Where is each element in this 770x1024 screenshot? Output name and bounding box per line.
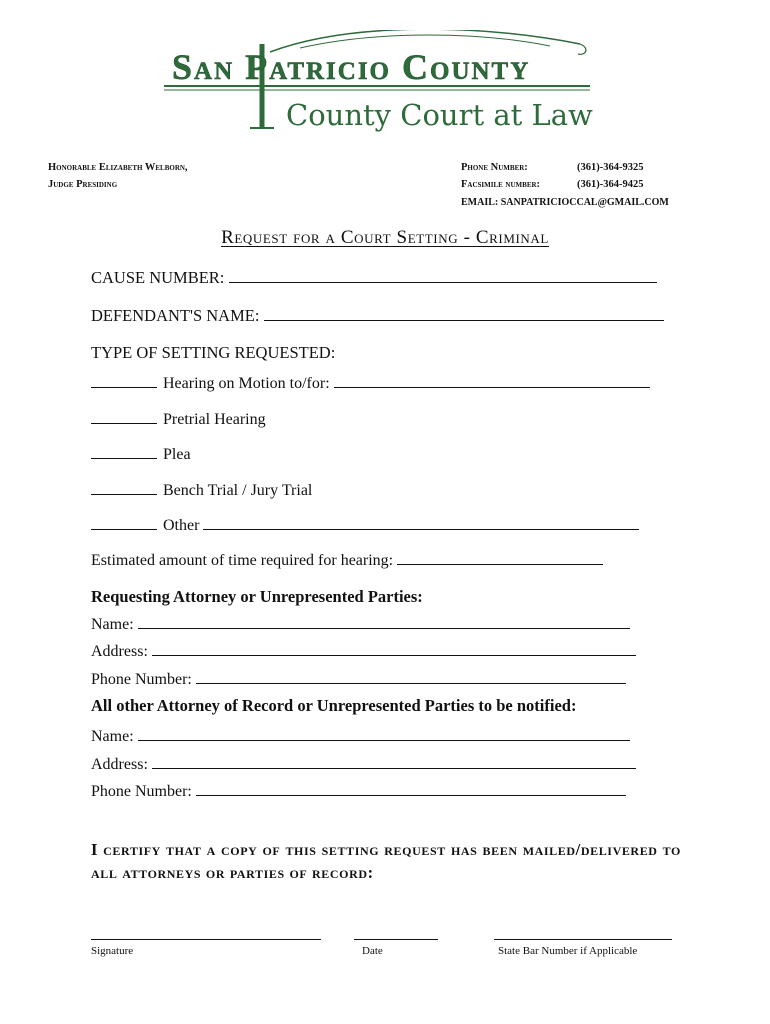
others-heading: All other Attorney of Record or Unrepresented Parties to be notified: (91, 696, 577, 715)
option-plea (91, 444, 191, 464)
estimated-time-label: Estimated amount of time required for hearing: (91, 552, 394, 569)
option-bench-jury (91, 480, 312, 500)
fax-row (461, 176, 669, 193)
plea-check-blank[interactable] (91, 444, 157, 459)
cause-number-label: CAUSE NUMBER: (91, 268, 225, 287)
signature-label: Signature (91, 945, 134, 957)
phone-value: (361)-364-9325 (577, 162, 644, 173)
requesting-phone-field[interactable] (196, 669, 626, 684)
pretrial-label: Pretrial Hearing (163, 411, 266, 428)
logo-title: San Patricio County (172, 47, 531, 87)
phone-row (461, 159, 669, 176)
other-label: Other (163, 517, 200, 534)
option-hearing-on-motion (91, 373, 650, 393)
hearing-check-blank[interactable] (91, 373, 157, 388)
plea-label: Plea (163, 446, 191, 463)
bench-jury-check-blank[interactable] (91, 480, 157, 495)
option-other (91, 515, 639, 535)
fax-label: Facsimile number: (461, 179, 541, 190)
phone-label: Phone Number: (461, 162, 528, 173)
hearing-on-motion-label: Hearing on Motion to/for: (163, 375, 330, 392)
other-field[interactable] (203, 515, 639, 530)
contact-info (461, 159, 669, 211)
certify-statement: I certify that a copy of this setting request has been mailed/delivered to all attorneys or parties of record: (91, 840, 681, 882)
cause-number-row (91, 268, 657, 288)
requesting-name-label: Name: (91, 616, 134, 633)
others-phone-row (91, 781, 626, 801)
others-address-label: Address: (91, 756, 148, 773)
bench-jury-label: Bench Trial / Jury Trial (163, 482, 313, 499)
judge-info (48, 159, 188, 193)
cause-number-field[interactable] (229, 268, 657, 283)
requesting-phone-label: Phone Number: (91, 671, 192, 688)
date-line[interactable] (354, 938, 438, 940)
other-check-blank[interactable] (91, 515, 157, 530)
type-of-setting-heading: TYPE OF SETTING REQUESTED: (91, 343, 336, 362)
defendant-name-field[interactable] (264, 306, 664, 321)
requesting-heading: Requesting Attorney or Unrepresented Parties: (91, 587, 423, 606)
others-address-field[interactable] (152, 754, 636, 769)
others-name-row (91, 726, 630, 746)
date-label: Date (362, 945, 383, 957)
others-address-row (91, 754, 636, 774)
hearing-on-motion-field[interactable] (334, 373, 650, 388)
estimated-time-field[interactable] (397, 550, 603, 565)
others-name-label: Name: (91, 728, 134, 745)
bar-number-line[interactable] (494, 938, 672, 940)
pretrial-check-blank[interactable] (91, 409, 157, 424)
others-name-field[interactable] (138, 726, 630, 741)
form-title: Request for a Court Setting - Criminal (221, 227, 549, 248)
court-logo (150, 30, 610, 140)
judge-name: Honorable Elizabeth Welborn, (48, 162, 188, 173)
option-pretrial (91, 409, 266, 429)
bar-number-label: State Bar Number if Applicable (498, 945, 638, 957)
estimated-time-row (91, 550, 603, 570)
requesting-address-row (91, 641, 636, 661)
requesting-address-field[interactable] (152, 641, 636, 656)
others-phone-field[interactable] (196, 781, 626, 796)
requesting-name-row (91, 614, 630, 634)
defendant-name-row (91, 306, 664, 326)
signature-line[interactable] (91, 938, 321, 940)
requesting-name-field[interactable] (138, 614, 630, 629)
judge-title: Judge Presiding (48, 179, 118, 190)
defendant-name-label: DEFENDANT'S NAME: (91, 306, 260, 325)
email-address: EMAIL: SANPATRICIOCCAL@GMAIL.COM (461, 197, 669, 208)
requesting-address-label: Address: (91, 643, 148, 660)
logo-subtitle: County Court at Law (286, 98, 593, 132)
others-phone-label: Phone Number: (91, 783, 192, 800)
requesting-phone-row (91, 669, 626, 689)
fax-value: (361)-364-9425 (577, 179, 644, 190)
